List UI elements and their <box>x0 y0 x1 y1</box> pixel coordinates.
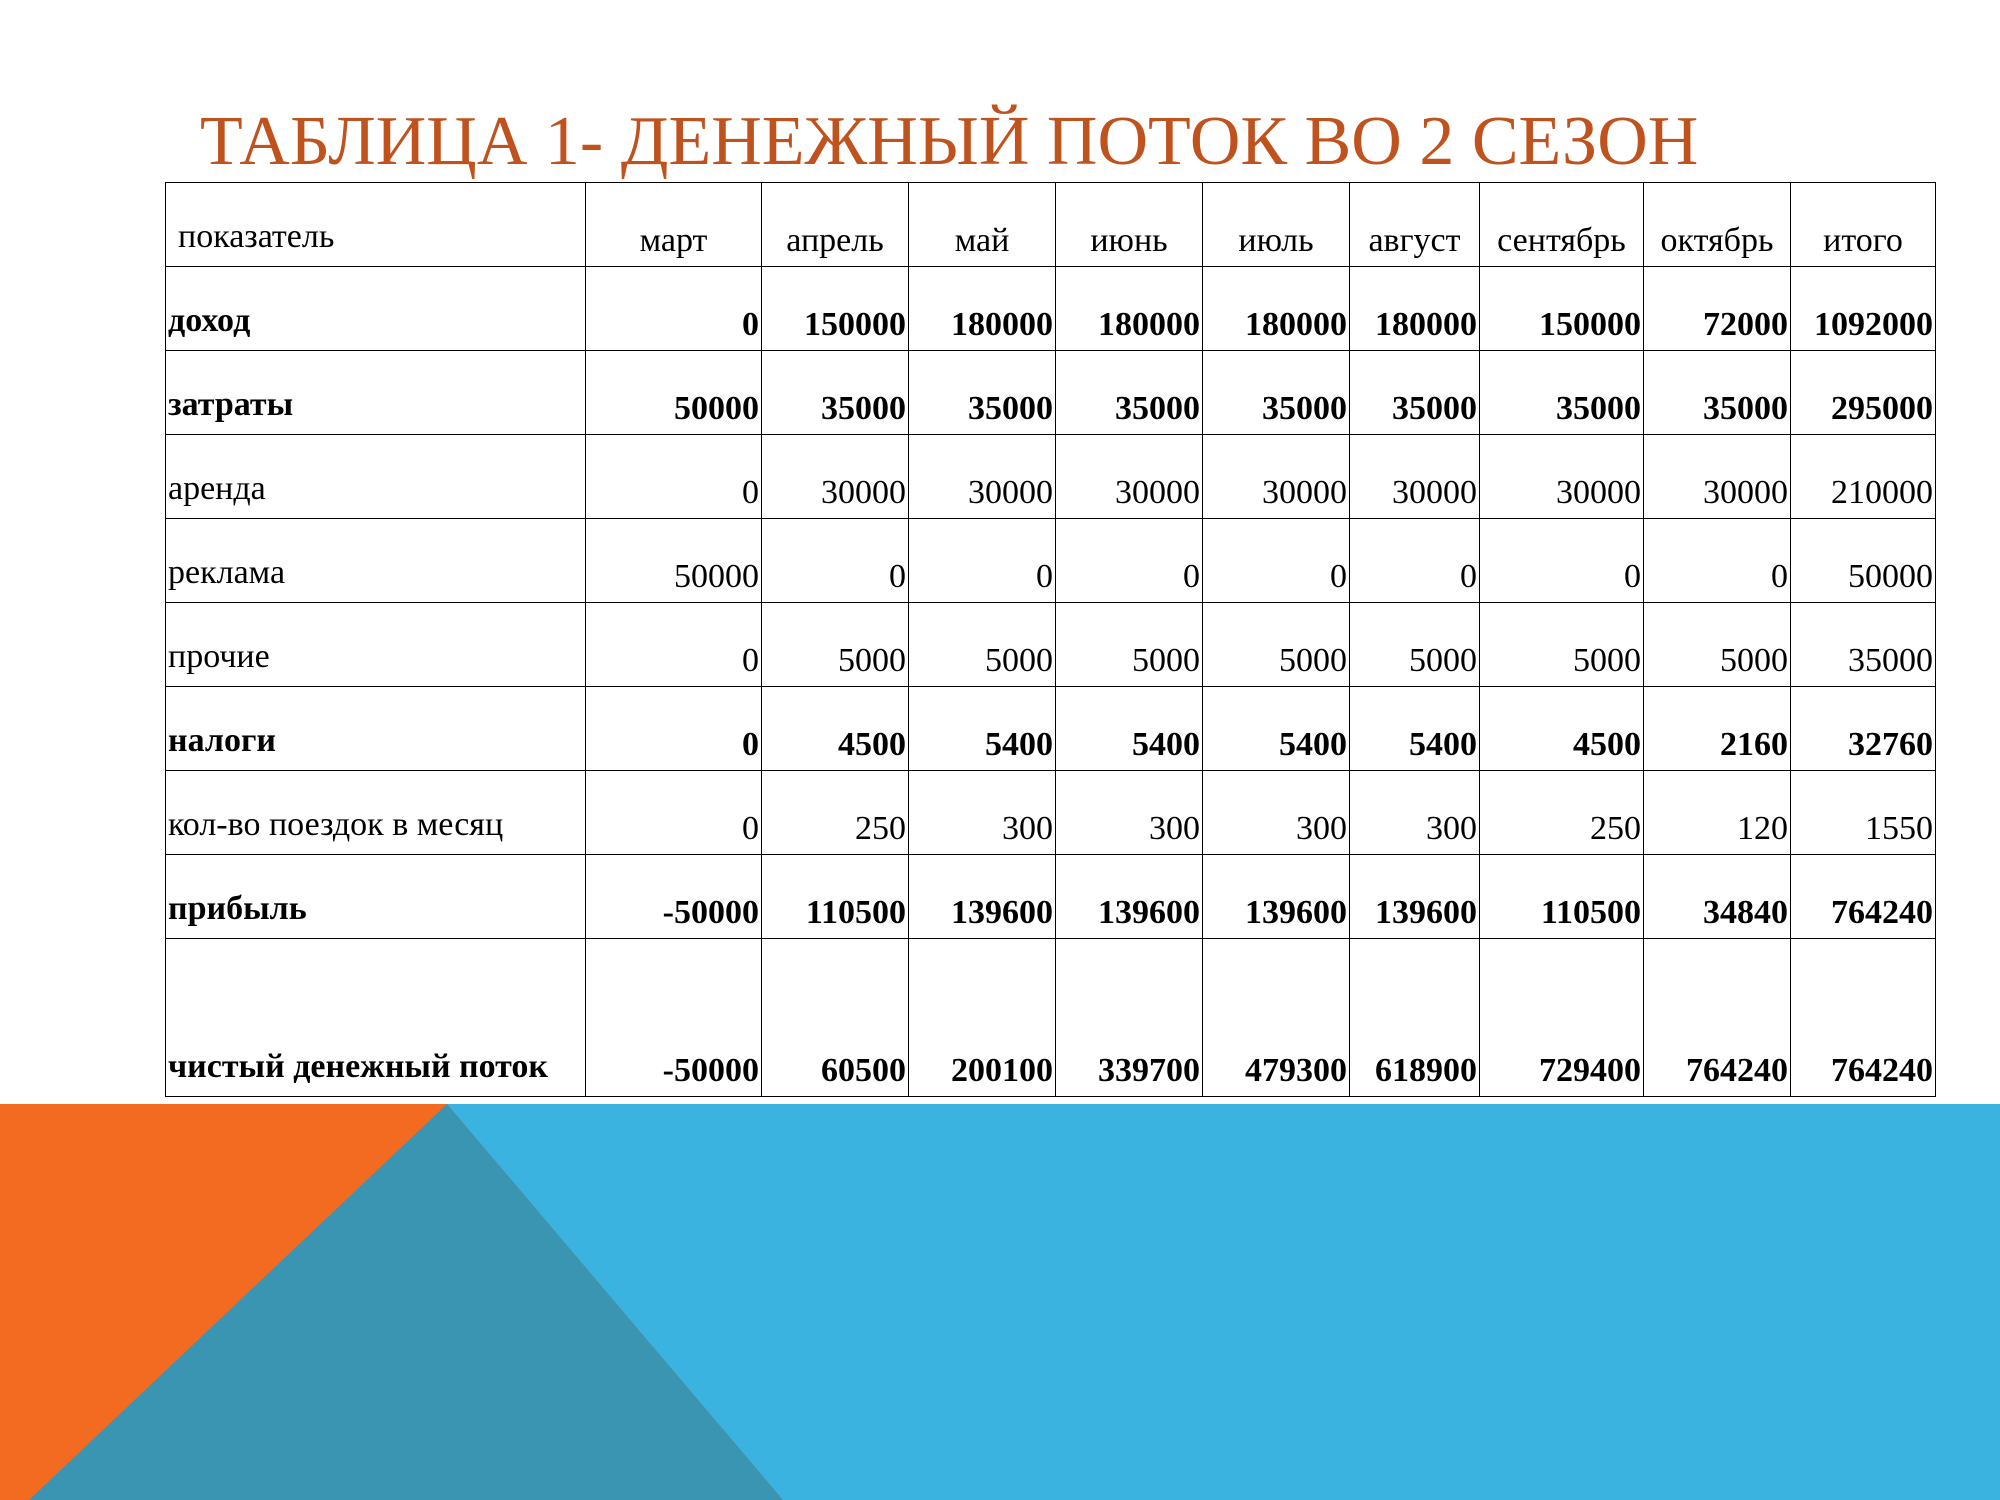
row-label: кол-во поездок в месяц <box>166 771 586 855</box>
table-header-row <box>166 183 1936 267</box>
table-cell: 250 <box>762 771 909 855</box>
table-cell: 1092000 <box>1791 267 1936 351</box>
table-cell: 30000 <box>1350 435 1480 519</box>
table-cell: 5400 <box>1056 687 1203 771</box>
table-cell: 764240 <box>1644 939 1791 1097</box>
table-cell: 120 <box>1644 771 1791 855</box>
table-cell: 300 <box>1350 771 1480 855</box>
table-cell: 150000 <box>762 267 909 351</box>
row-label: прибыль <box>166 855 586 939</box>
table-cell: 180000 <box>1056 267 1203 351</box>
table-cell: 180000 <box>909 267 1056 351</box>
table-cell: 30000 <box>1203 435 1350 519</box>
table-cell: 0 <box>586 603 762 687</box>
table-cell: -50000 <box>586 855 762 939</box>
table-cell: 5000 <box>1644 603 1791 687</box>
table-cell: 5000 <box>909 603 1056 687</box>
table-cell: 180000 <box>1203 267 1350 351</box>
table-cell: 0 <box>909 519 1056 603</box>
table-cell: 35000 <box>1203 351 1350 435</box>
table-cell: 4500 <box>1480 687 1644 771</box>
cashflow-table-container <box>165 182 1935 1097</box>
header-cell-month: август <box>1350 183 1480 267</box>
table-cell: 1550 <box>1791 771 1936 855</box>
table-cell: 210000 <box>1791 435 1936 519</box>
row-label: аренда <box>166 435 586 519</box>
table-cell: 300 <box>1056 771 1203 855</box>
table-cell: 72000 <box>1644 267 1791 351</box>
header-cell-month: октябрь <box>1644 183 1791 267</box>
table-cell: 200100 <box>909 939 1056 1097</box>
header-cell-indicator: показатель <box>166 183 586 267</box>
table-cell: 35000 <box>1480 351 1644 435</box>
table-cell: 0 <box>586 687 762 771</box>
table-row <box>166 351 1936 435</box>
table-cell: 35000 <box>1791 603 1936 687</box>
header-cell-month: июль <box>1203 183 1350 267</box>
table-cell: 0 <box>1480 519 1644 603</box>
table-cell: 5400 <box>1203 687 1350 771</box>
header-cell-month: июнь <box>1056 183 1203 267</box>
table-cell: 2160 <box>1644 687 1791 771</box>
table-row <box>166 939 1936 1097</box>
table-cell: 30000 <box>1056 435 1203 519</box>
table-row <box>166 519 1936 603</box>
table-cell: 35000 <box>1644 351 1791 435</box>
row-label: чистый денежный поток <box>166 939 586 1097</box>
table-cell: 295000 <box>1791 351 1936 435</box>
table-cell: 180000 <box>1350 267 1480 351</box>
table-cell: 35000 <box>909 351 1056 435</box>
table-cell: 5400 <box>909 687 1056 771</box>
row-label: прочие <box>166 603 586 687</box>
table-cell: 30000 <box>762 435 909 519</box>
table-cell: 110500 <box>1480 855 1644 939</box>
table-cell: 0 <box>1350 519 1480 603</box>
table-cell: 35000 <box>762 351 909 435</box>
row-label: доход <box>166 267 586 351</box>
table-cell: 300 <box>909 771 1056 855</box>
table-cell: 764240 <box>1791 939 1936 1097</box>
table-row <box>166 435 1936 519</box>
table-cell: 50000 <box>586 351 762 435</box>
table-cell: -50000 <box>586 939 762 1097</box>
table-row <box>166 603 1936 687</box>
table-cell: 5400 <box>1350 687 1480 771</box>
table-cell: 110500 <box>762 855 909 939</box>
table-row <box>166 267 1936 351</box>
row-label: реклама <box>166 519 586 603</box>
cashflow-table <box>165 182 1936 1097</box>
table-cell: 5000 <box>1480 603 1644 687</box>
header-cell-month: итого <box>1791 183 1936 267</box>
table-cell: 618900 <box>1350 939 1480 1097</box>
table-cell: 729400 <box>1480 939 1644 1097</box>
slide-title: ТАБЛИЦА 1- ДЕНЕЖНЫЙ ПОТОК ВО 2 СЕЗОН <box>200 103 1699 180</box>
table-row <box>166 771 1936 855</box>
table-cell: 300 <box>1203 771 1350 855</box>
table-cell: 139600 <box>1056 855 1203 939</box>
header-cell-month: апрель <box>762 183 909 267</box>
table-cell: 5000 <box>762 603 909 687</box>
table-cell: 0 <box>586 267 762 351</box>
table-cell: 5000 <box>1056 603 1203 687</box>
header-cell-month: май <box>909 183 1056 267</box>
table-cell: 60500 <box>762 939 909 1097</box>
header-cell-month: март <box>586 183 762 267</box>
table-cell: 5000 <box>1350 603 1480 687</box>
table-cell: 4500 <box>762 687 909 771</box>
table-cell: 30000 <box>1644 435 1791 519</box>
table-cell: 30000 <box>1480 435 1644 519</box>
table-cell: 139600 <box>1203 855 1350 939</box>
table-cell: 0 <box>586 771 762 855</box>
table-row <box>166 855 1936 939</box>
table-cell: 139600 <box>909 855 1056 939</box>
table-cell: 50000 <box>1791 519 1936 603</box>
table-cell: 35000 <box>1350 351 1480 435</box>
table-cell: 0 <box>1203 519 1350 603</box>
row-label: налоги <box>166 687 586 771</box>
table-cell: 479300 <box>1203 939 1350 1097</box>
table-cell: 139600 <box>1350 855 1480 939</box>
table-cell: 0 <box>1056 519 1203 603</box>
table-cell: 150000 <box>1480 267 1644 351</box>
header-cell-month: сентябрь <box>1480 183 1644 267</box>
table-cell: 0 <box>586 435 762 519</box>
row-label: затраты <box>166 351 586 435</box>
table-cell: 50000 <box>586 519 762 603</box>
table-cell: 0 <box>1644 519 1791 603</box>
table-cell: 5000 <box>1203 603 1350 687</box>
table-cell: 35000 <box>1056 351 1203 435</box>
table-cell: 34840 <box>1644 855 1791 939</box>
table-cell: 32760 <box>1791 687 1936 771</box>
table-cell: 30000 <box>909 435 1056 519</box>
table-cell: 339700 <box>1056 939 1203 1097</box>
table-cell: 0 <box>762 519 909 603</box>
table-cell: 764240 <box>1791 855 1936 939</box>
table-row <box>166 687 1936 771</box>
decorative-bottom-band <box>0 1104 2000 1500</box>
table-cell: 250 <box>1480 771 1644 855</box>
